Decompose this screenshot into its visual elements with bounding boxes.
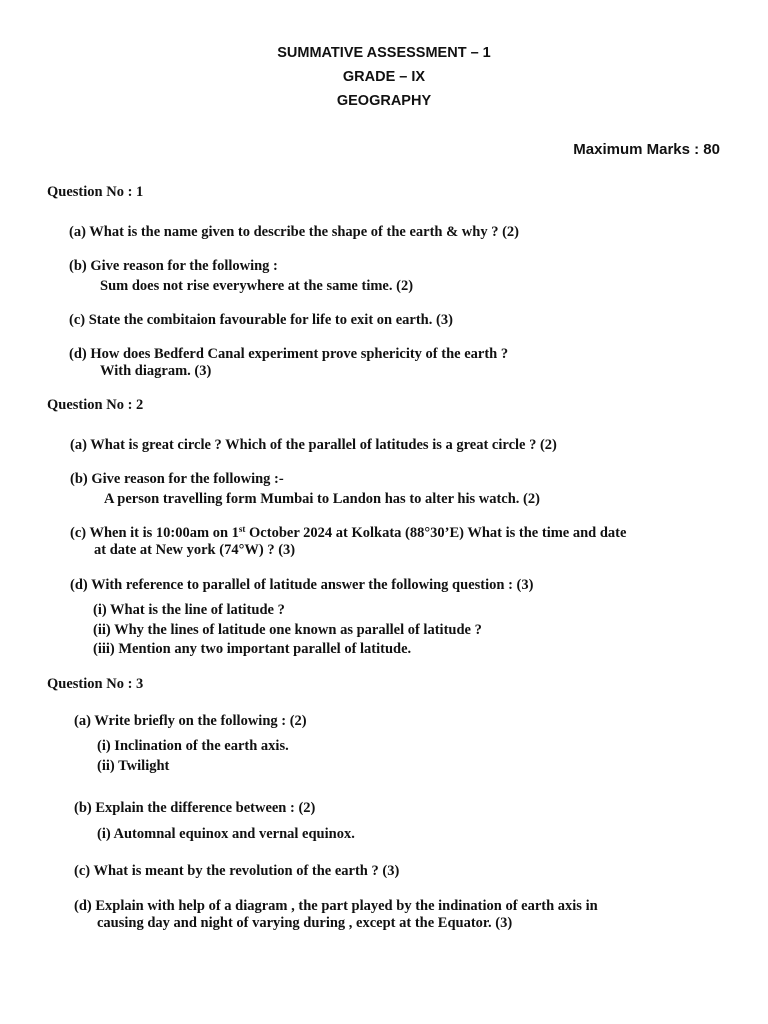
question-item: (d) How does Bedferd Canal experiment prove sphericity of the earth ? xyxy=(69,346,509,362)
question-heading: Question No : 3 xyxy=(47,676,144,692)
exam-title: SUMMATIVE ASSESSMENT – 1 xyxy=(277,45,491,61)
question-heading: Question No : 2 xyxy=(47,397,144,413)
grade-label: GRADE – IX xyxy=(342,69,426,85)
subject-label: GEOGRAPHY xyxy=(336,93,432,109)
ordinal-suffix: st xyxy=(238,524,246,534)
sub-question: (ii) Twilight xyxy=(97,758,170,774)
question-item: (b) Explain the difference between : (2) xyxy=(74,800,316,816)
question-item: (c) What is meant by the revolution of the earth ? (3) xyxy=(74,863,400,879)
maximum-marks: Maximum Marks : 80 xyxy=(573,141,720,158)
sub-question: (iii) Mention any two important parallel of latitude. xyxy=(93,641,412,657)
sub-question: (i) Inclination of the earth axis. xyxy=(97,738,289,754)
question-item-continuation: A person travelling form Mumbai to Landon has to alter his watch. (2) xyxy=(104,491,540,507)
question-item: (a) What is great circle ? Which of the parallel of latitudes is a great circle ? (2) xyxy=(70,437,557,453)
sub-question: (i) Automnal equinox and vernal equinox. xyxy=(97,826,355,842)
question-item-continuation: at date at New york (74°W) ? (3) xyxy=(94,542,296,558)
question-item-continuation: With diagram. (3) xyxy=(100,363,212,379)
sub-question: (ii) Why the lines of latitude one known as parallel of latitude ? xyxy=(93,622,482,638)
question-item: (b) Give reason for the following : xyxy=(69,258,278,274)
question-item xyxy=(70,524,626,542)
question-item-continuation: causing day and night of varying during , except at the Equator. (3) xyxy=(97,915,513,931)
question-item: (b) Give reason for the following :- xyxy=(70,471,284,487)
question-item-continuation: Sum does not rise everywhere at the same time. (2) xyxy=(100,278,414,294)
question-text: October 2024 at Kolkata (88°30’E) What is the time and date xyxy=(245,525,627,541)
question-text: (c) When it is 10:00am on 1 xyxy=(70,525,239,541)
question-item: (d) Explain with help of a diagram , the part played by the indination of earth axis in xyxy=(74,898,598,914)
question-heading: Question No : 1 xyxy=(47,184,144,200)
question-item: (d) With reference to parallel of latitude answer the following question : (3) xyxy=(70,577,534,593)
question-item: (a) Write briefly on the following : (2) xyxy=(74,713,307,729)
question-item: (c) State the combitaion favourable for life to exit on earth. (3) xyxy=(69,312,453,328)
question-item: (a) What is the name given to describe the shape of the earth & why ? (2) xyxy=(69,224,519,240)
sub-question: (i) What is the line of latitude ? xyxy=(93,602,285,618)
